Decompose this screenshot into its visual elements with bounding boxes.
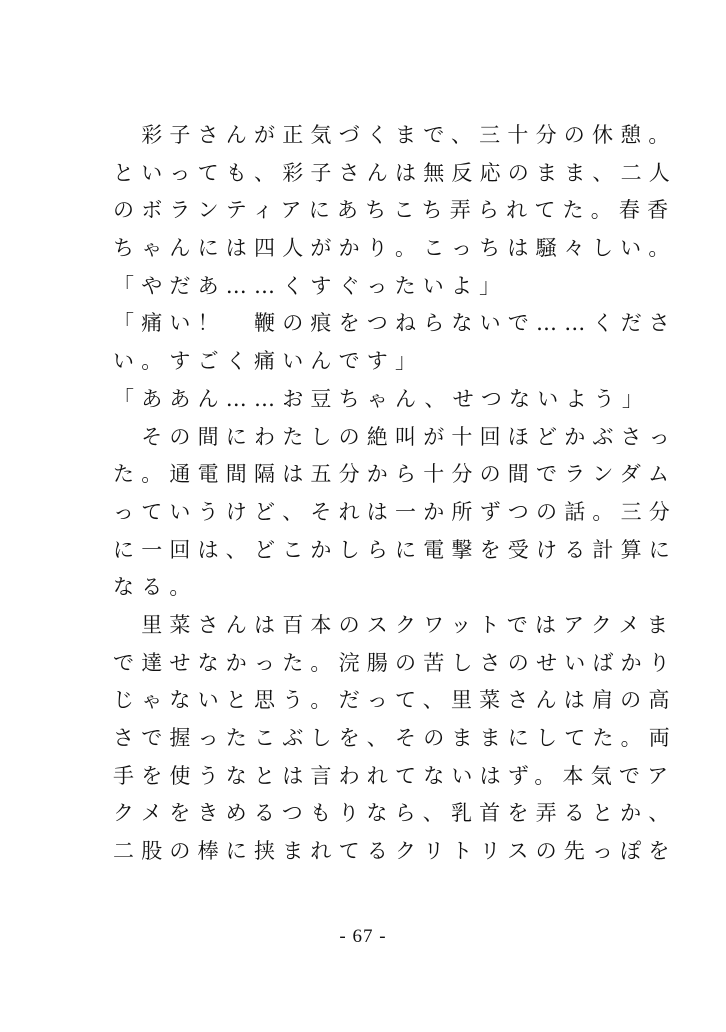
text-line: で達せなかった。浣腸の苦しさのせいばかり xyxy=(113,650,677,675)
text-line: 手を使うなとは言われてないはず。本気でア xyxy=(113,763,676,788)
text-line: 「やだあ……くすぐったいよ」 xyxy=(113,273,508,298)
text-line: い。すごく痛いんです」 xyxy=(113,349,424,374)
text-line: 里菜さんは百本のスクワットではアクメま xyxy=(113,612,676,637)
text-line: じゃないと思う。だって、里菜さんは肩の高 xyxy=(113,688,677,713)
text-line: 二股の棒に挟まれてるクリトリスの先っぽを xyxy=(113,839,677,864)
text-line: 「ああん……お豆ちゃん、せつないよう」 xyxy=(113,386,651,411)
text-line: なる。 xyxy=(113,575,198,600)
text-line: に一回は、どこかしらに電撃を受ける計算に xyxy=(113,537,677,562)
text-line: さで握ったこぶしを、そのままにしてた。両 xyxy=(113,726,677,750)
text-line: といっても、彩子さんは無反応のまま、二人 xyxy=(113,160,677,185)
page-number: - 67 - xyxy=(339,926,387,947)
text-line: のボランティアにあちこち弄られてた。春香 xyxy=(113,198,676,223)
text-line: クメをきめるつもりなら、乳首を弄るとか、 xyxy=(113,801,677,826)
text-line: 「痛い！ 鞭の痕をつねらないで……くださ xyxy=(113,311,677,336)
text-line: その間にわたしの絶叫が十回ほどかぶさっ xyxy=(113,424,677,449)
body-text xyxy=(113,117,677,871)
text-line: っていうけど、それは一か所ずつの話。三分 xyxy=(113,499,677,524)
text-line: た。通電間隔は五分から十分の間でランダム xyxy=(113,462,677,487)
text-line: ちゃんには四人がかり。こっちは騒々しい。 xyxy=(113,236,677,261)
text-line: 彩子さんが正気づくまで、三十分の休憩。 xyxy=(113,123,677,147)
